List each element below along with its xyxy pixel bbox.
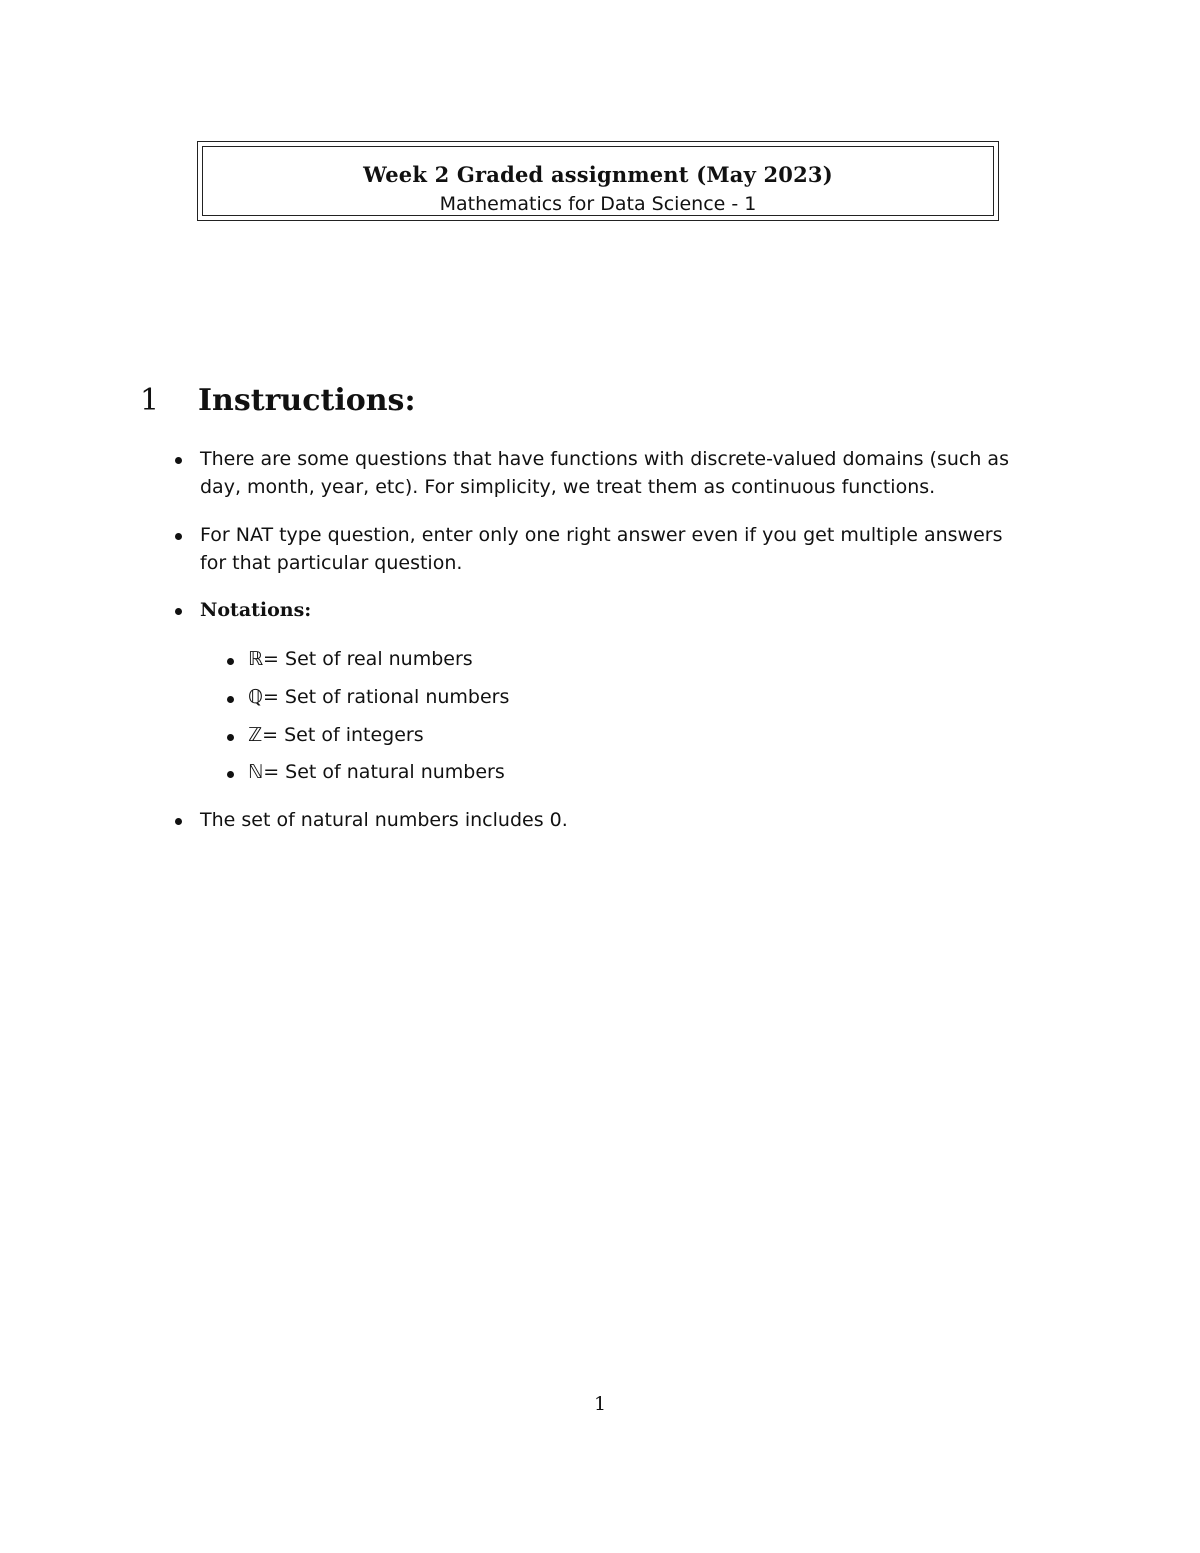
instruction-2-line-2: for that particular question. xyxy=(200,552,463,574)
document-subtitle: Mathematics for Data Science - 1 xyxy=(439,193,757,215)
sub-bullet-icon xyxy=(227,658,234,665)
section-number: 1 xyxy=(140,383,160,418)
notation-real: ℝ= Set of real numbers xyxy=(248,648,473,670)
instruction-1-line-1: There are some questions that have functions with discrete-valued domains (such as xyxy=(200,448,1009,470)
sub-bullet-icon xyxy=(227,734,234,741)
instruction-item-2 xyxy=(200,521,1062,577)
final-note: The set of natural numbers includes 0. xyxy=(200,809,568,831)
sub-bullet-icon xyxy=(227,696,234,703)
instruction-2-line-1: For NAT type question, enter only one right answer even if you get multiple answers xyxy=(200,524,1003,546)
section-title: Instructions: xyxy=(198,383,416,418)
bullet-icon xyxy=(175,533,182,540)
bullet-icon xyxy=(175,457,182,464)
bullet-icon xyxy=(175,818,182,825)
notation-integers: ℤ= Set of integers xyxy=(248,724,424,746)
notation-rational: ℚ= Set of rational numbers xyxy=(248,686,510,708)
title-box-inner xyxy=(202,146,994,216)
page-number: 1 xyxy=(593,1393,607,1415)
instruction-item-1 xyxy=(200,445,1062,501)
document-title: Week 2 Graded assignment (May 2023) xyxy=(363,162,833,187)
section-heading xyxy=(140,383,416,418)
sub-bullet-icon xyxy=(227,771,234,778)
instruction-1-line-2: day, month, year, etc). For simplicity, we treat them as continuous functions. xyxy=(200,476,936,498)
bullet-icon xyxy=(175,608,182,615)
title-box xyxy=(197,141,999,221)
notation-natural: ℕ= Set of natural numbers xyxy=(248,761,505,783)
notations-label: Notations: xyxy=(200,599,312,621)
